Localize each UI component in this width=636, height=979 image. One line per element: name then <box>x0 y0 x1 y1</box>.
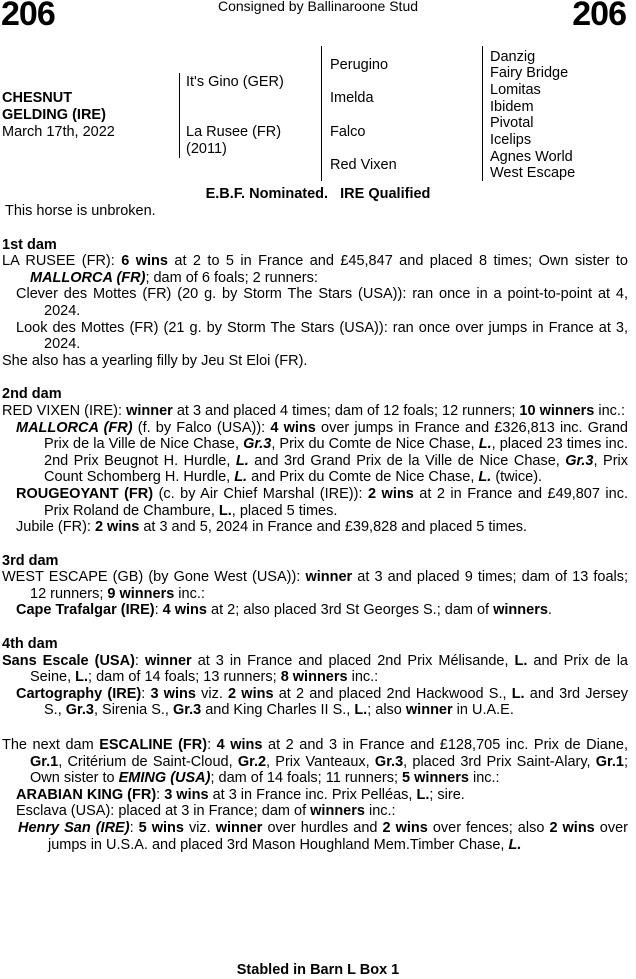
second-dam-heading: 2nd dam <box>2 386 62 403</box>
third-dam-heading: 3rd dam <box>2 552 59 569</box>
next-dam-henry-san: Henry San (IRE): 5 wins viz. winner over hurdles and 2 wins over fences; also 2 wins over jumps in U.S.A. and placed 3rd Mason Houghland Mem.Timber Chase, L. <box>18 820 628 853</box>
fourth-dam-para: Sans Escale (USA): winner at 3 in France and placed 2nd Prix Mélisande, L. and Prix de la Seine, L.; dam of 14 foals; 13 runners; 8 winners inc.: <box>2 652 628 686</box>
next-dam-arabian-king: ARABIAN KING (FR): 3 wins at 3 in France inc. Prix Pelléas, L.; sire. <box>16 786 465 803</box>
horse-foaled: March 17th, 2022 <box>2 124 115 140</box>
pedigree-dam-year: (2011) <box>186 141 227 157</box>
pedigree-gen3-3: Falco <box>330 124 366 140</box>
pedigree-dam: La Rusee (FR) <box>186 124 282 140</box>
lot-number-left: 206 <box>1 0 55 33</box>
pedigree-divider-2 <box>321 46 322 181</box>
pedigree-gen3-2: Imelda <box>330 90 374 106</box>
pedigree-divider-1 <box>179 73 180 158</box>
pedigree-gen4-7: Agnes World <box>490 149 573 165</box>
pedigree-gen4-3: Lomitas <box>490 82 541 98</box>
second-dam-para: RED VIXEN (IRE): winner at 3 and placed 4 times; dam of 12 foals; 12 runners; 10 winners inc.: <box>2 402 625 419</box>
first-dam-note: She also has a yearling filly by Jeu St Eloi (FR). <box>2 352 308 369</box>
first-dam-foal-2: Look des Mottes (FR) (21 g. by Storm The Stars (USA)): ran once over jumps in France at 3, 2024. <box>16 319 628 353</box>
stabling-footer: Stabled in Barn L Box 1 <box>236 962 400 978</box>
first-dam-heading: 1st dam <box>2 236 57 253</box>
pedigree-gen4-6: Icelips <box>490 132 532 148</box>
second-dam-jubile: Jubile (FR): 2 wins at 3 and 5, 2024 in France and £39,828 and placed 5 times. <box>16 519 528 536</box>
lot-number-right: 206 <box>572 0 626 33</box>
pedigree-gen4-5: Pivotal <box>490 115 534 131</box>
horse-sex-country: GELDING (IRE) <box>2 107 106 123</box>
fourth-dam-cartography: Cartography (IRE): 3 wins viz. 2 wins at 2 and placed 2nd Hackwood S., L. and 3rd Jersey S., Gr.3, Sirenia S., Gr.3 and King Charles II S., L.; also winner in U.A.E. <box>16 685 628 719</box>
second-dam-mallorca: MALLORCA (FR) (f. by Falco (USA)): 4 wins over jumps in France and £326,813 inc. Grand Prix de la Ville de Nice Chase, Gr.3, Prix du Comte de Nice Chase, L., placed 23 times inc. 2nd Prix Beugnot H. Hurdle, L. and 3rd Grand Prix de la Ville de Nice Chase, Gr.3, Prix Count Schomberg H. Hurdle, L. and Prix du Comte de Nice Chase, L. (twice). <box>16 419 628 486</box>
pedigree-gen3-4: Red Vixen <box>330 157 397 173</box>
horse-color: CHESNUT <box>2 90 73 106</box>
fourth-dam-heading: 4th dam <box>2 636 58 653</box>
next-dam-para: The next dam ESCALINE (FR): 4 wins at 2 and 3 in France and £128,705 inc. Prix de Diane, Gr.1, Critérium de Saint-Cloud, Gr.2, Prix Vanteaux, Gr.3, placed 3rd Prix Saint-Alary, Gr.1; Own sister to EMING (USA); dam of 14 foals; 11 runners; 5 winners inc.: <box>2 737 629 787</box>
second-dam-rougeoyant: ROUGEOYANT (FR) (c. by Air Chief Marshal (IRE)): 2 wins at 2 in France and £49,807 inc. Prix Roland de Chambure, L., placed 5 times. <box>16 485 628 519</box>
first-dam-para: LA RUSEE (FR): 6 wins at 2 to 5 in France and £45,847 and placed 8 times; Own sister to MALLORCA (FR); dam of 6 foals; 2 runners: <box>2 253 628 286</box>
pedigree-divider-3 <box>482 46 483 181</box>
pedigree-gen4-1: Danzig <box>490 49 536 65</box>
consignor: Consigned by Ballinaroone Stud <box>217 0 419 14</box>
third-dam-para: WEST ESCAPE (GB) (by Gone West (USA)): winner at 3 and placed 9 times; dam of 13 foals; 12 runners; 9 winners inc.: <box>2 569 629 602</box>
catalogue-body <box>2 203 628 853</box>
pedigree-gen4-4: Ibidem <box>490 99 534 115</box>
third-dam-cape-trafalgar: Cape Trafalgar (IRE): 4 wins at 2; also placed 3rd St Georges S.; dam of winners. <box>16 602 552 619</box>
pedigree-sire: It's Gino (GER) <box>186 74 284 90</box>
pedigree-gen4-2: Fairy Bridge <box>490 65 569 81</box>
first-dam-foal-1: Clever des Mottes (FR) (20 g. by Storm The Stars (USA)): ran once in a point-to-point at 4, 2024. <box>16 286 628 319</box>
pedigree-gen3-1: Perugino <box>330 57 389 73</box>
status-text: This horse is unbroken. <box>5 203 156 219</box>
pedigree-gen4-8: West Escape <box>490 165 576 181</box>
nominations: E.B.F. Nominated. IRE Qualified <box>205 186 431 202</box>
next-dam-esclava: Esclava (USA): placed at 3 in France; dam of winners inc.: <box>16 803 396 820</box>
